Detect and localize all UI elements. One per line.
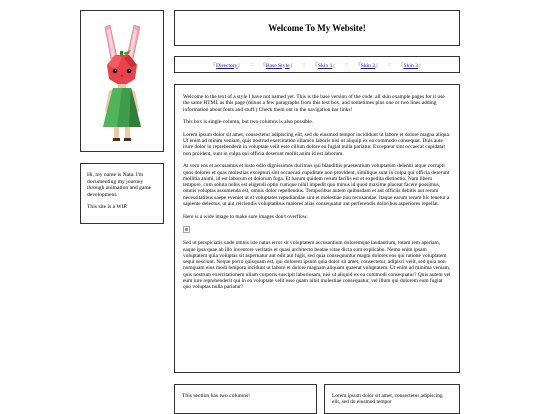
bunny-character-icon	[87, 17, 157, 145]
nav-item-directory: 『Directory』	[210, 62, 244, 69]
broken-image-icon	[183, 226, 190, 233]
sed-ut-paragraph: Sed ut perspiciatis unde omnis iste natus error sit voluptatem accusantium doloremque laudantium, totam rem aperiam, eaque ipsa quae ab illo inventore veritatis et quasi architecto beatae vitae dicta sunt explicabo. Nemo enim ipsam voluptatem quia voluptas sit aspernatur aut odit aut fugit, sed quia consequuntur magni dolores eos qui ratione voluptatem sequi nesciunt. Neque porro quisquam est, qui dolorem ipsum quia dolor sit amet, consectetur, adipisci velit, sed quia non numquam eius modi tempora incidunt ut labore et dolore magnam aliquam quaerat voluptatem. Ut enim ad minima veniam, quis nostrum exercitationem ullam corporis suscipit laboriosam, nisi ut aliquid ex ea commodi consequatur? Quis autem vel eum iure reprehenderit qui in ea voluptate velit esse quam nihil molestiae consequatur, vel illum qui dolorem eum fugiat quo voluptas nulla pariatur?	[183, 240, 451, 291]
nav-item-skin-3: 『Skin 3』	[397, 62, 424, 69]
main-content-panel	[174, 84, 460, 373]
nav-link-skin-2[interactable]: Skin 2	[360, 62, 376, 69]
two-column-note: This section has two columns!	[182, 393, 251, 399]
header-panel	[174, 10, 460, 46]
at-vero-paragraph: At vero eos et accusamus et iusto odio dignissimos ducimus qui blanditiis praesentium voluptatum deleniti atque corrupti quos dolores et quas molestias excepturi sint occaecati cupiditate non provident, similique sunt in culpa qui officia deserunt mollitia animi, id est laborum et dolorum fuga. Et harum quidem rerum facilis est et expedita distinctio. Nam libero tempore, cum soluta nobis est eligendi optio cumque nihil impedit quo minus id quod maxime placeat facere possimus, omnis voluptas assumenda est, omnis dolor repellendus. Temporibus autem quibusdam et aut officiis debitis aut rerum necessitatibus saepe eveniet ut et voluptates repudiandae sint et molestiae non recusandae. Itaque earum rerum hic tenetur a sapiente delectus, ut aut reiciendis voluptatibus maiores alias consequatur aut perferendis doloribus asperiores repellat.	[183, 163, 450, 208]
avatar-panel	[80, 10, 164, 152]
two-column-right-panel	[324, 384, 460, 414]
nav-link-base-style[interactable]: Base Style	[265, 62, 290, 69]
nav-item-skin-1: 『Skin 1』	[312, 62, 338, 69]
two-column-text: Lorem ipsum dolor sit amet, consectetur adipiscing elit, sed do eiusmod tempor	[332, 393, 443, 405]
lorem-paragraph: Lorem ipsum dolor sit amet, consectetur adipiscing elit, sed do eiusmod tempor incididunt ut labore et dolore magna aliqua. Ut enim ad minim veniam, quis nostrud exercitation ullamco laboris nisi ut aliquip ex ea commodo consequat. Duis aute irure dolor in reprehenderit in voluptate velit esse cillum dolore eu fugiat nulla pariatur. Excepteur sint occaecat cupidatat non proident, sunt in culpa qui officia deserunt mollit anim id est laborum.	[183, 131, 451, 157]
intro-paragraph: Welcome to the text of a style I have not named yet. This is the base version of the code: all skin example pages for it use the same HTML as this page (minus a few paragraphs from this text box, and sometimes plus one or two lines adding information about fonts and stuff.) Check them out in the navigation bar links!	[183, 94, 445, 113]
two-column-left-panel	[174, 384, 317, 414]
nav-link-directory[interactable]: Directory	[216, 62, 238, 69]
nav-link-skin-3[interactable]: Skin 3	[403, 62, 418, 69]
nav-link-skin-1[interactable]: Skin 1	[317, 62, 333, 69]
page-title: Welcome To My Website!	[268, 23, 366, 33]
nav-separator: ::	[344, 61, 349, 68]
nav-separator: ::	[387, 61, 391, 68]
image-note: Here is a wide image to make sure images don't overflow.	[183, 213, 308, 220]
nav-separator: ::	[302, 61, 306, 68]
about-status: This site is a WIP.	[87, 204, 128, 211]
navigation-bar	[174, 56, 460, 73]
columns-note: This box is single-column, but two columns is also possible.	[183, 119, 314, 126]
about-panel	[80, 163, 164, 224]
nav-item-skin-2: 『Skin 2』	[355, 62, 381, 69]
nav-separator: ::	[250, 61, 254, 68]
nav-item-base-style: 『Base Style』	[260, 62, 296, 69]
about-intro: Hi, my name is Nata. I'm documenting my journey through animation and game development.	[87, 172, 152, 198]
